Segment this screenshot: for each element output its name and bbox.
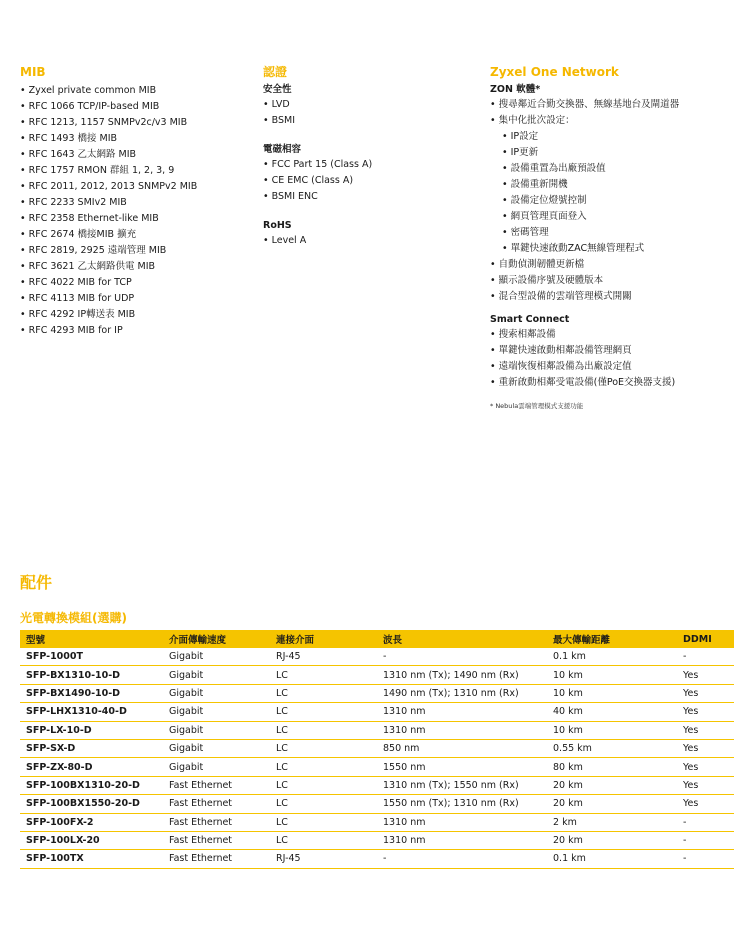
cell-speed: Fast Ethernet — [163, 813, 270, 831]
mib-title: MIB — [20, 65, 46, 79]
cell-distance: 80 km — [547, 758, 677, 776]
list-item: • 單鍵快速啟動相鄰設備管理網頁 — [490, 343, 740, 359]
list-item: • RFC 4022 MIB for TCP — [20, 275, 250, 291]
cell-wavelength: 1310 nm (Tx); 1490 nm (Rx) — [377, 666, 547, 684]
emc-label: 電磁相容 — [263, 144, 302, 155]
cell-connector: LC — [270, 813, 377, 831]
cell-connector: LC — [270, 776, 377, 794]
cell-model: SFP-100BX1550-20-D — [20, 795, 163, 813]
cell-model: SFP-SX-D — [20, 739, 163, 757]
cell-speed: Gigabit — [163, 721, 270, 739]
cell-ddmi: Yes — [677, 739, 734, 757]
cell-wavelength: 1310 nm — [377, 721, 547, 739]
cell-wavelength: 1310 nm — [377, 703, 547, 721]
cell-speed: Fast Ethernet — [163, 850, 270, 868]
sfp-module-table — [20, 630, 734, 869]
header-ddmi: DDMI — [683, 633, 712, 645]
list-item: • 集中化批次設定： — [490, 113, 740, 129]
list-item: • RFC 3621 乙太網路供電 MIB — [20, 259, 250, 275]
cell-ddmi: Yes — [677, 758, 734, 776]
safety-list — [263, 97, 478, 129]
cell-distance: 10 km — [547, 684, 677, 702]
cell-speed: Gigabit — [163, 648, 270, 666]
list-item: • RFC 4293 MIB for IP — [20, 323, 250, 339]
cell-distance: 20 km — [547, 795, 677, 813]
table-row — [20, 648, 734, 666]
cell-wavelength: 1310 nm (Tx); 1550 nm (Rx) — [377, 776, 547, 794]
cell-connector: RJ-45 — [270, 648, 377, 666]
zon-software-label: ZON 軟體* — [490, 84, 541, 95]
cell-speed: Gigabit — [163, 758, 270, 776]
cell-connector: LC — [270, 739, 377, 757]
cell-distance: 0.55 km — [547, 739, 677, 757]
table-header-row — [20, 630, 734, 648]
header-connector: 連接介面 — [276, 635, 315, 646]
emc-list — [263, 157, 478, 205]
cell-ddmi: Yes — [677, 703, 734, 721]
list-item: • 顯示設備序號及硬體版本 — [490, 273, 740, 289]
cell-ddmi: - — [677, 831, 734, 849]
cell-connector: LC — [270, 831, 377, 849]
list-item: • BSMI ENC — [263, 189, 478, 205]
cert-title: 認證 — [263, 65, 288, 79]
cell-speed: Fast Ethernet — [163, 831, 270, 849]
list-item: • 搜尋鄰近合勤交換器、無線基地台及閘道器 — [490, 97, 740, 113]
cell-distance: 20 km — [547, 776, 677, 794]
table-row — [20, 776, 734, 794]
cell-speed: Gigabit — [163, 703, 270, 721]
cell-model: SFP-LHX1310-40-D — [20, 703, 163, 721]
list-item: • FCC Part 15 (Class A) — [263, 157, 478, 173]
cell-model: SFP-100LX-20 — [20, 831, 163, 849]
cell-ddmi: - — [677, 813, 734, 831]
zon-section — [490, 64, 740, 410]
table-row — [20, 813, 734, 831]
cell-model: SFP-LX-10-D — [20, 721, 163, 739]
list-item: • Level A — [263, 233, 478, 249]
cell-ddmi: Yes — [677, 666, 734, 684]
list-item: • 混合型設備的雲端管理模式開關 — [490, 289, 740, 305]
list-item: • 網頁管理頁面登入 — [490, 209, 740, 225]
list-item: • 自動偵測韌體更新檔 — [490, 257, 740, 273]
cell-distance: 40 km — [547, 703, 677, 721]
header-speed: 介面傳輸速度 — [169, 635, 227, 646]
cell-wavelength: 1310 nm — [377, 831, 547, 849]
cell-speed: Gigabit — [163, 666, 270, 684]
list-item: • 重新啟動相鄰受電設備(僅PoE交換器支援) — [490, 375, 740, 391]
cell-ddmi: Yes — [677, 721, 734, 739]
list-item: • RFC 4113 MIB for UDP — [20, 291, 250, 307]
table-row — [20, 684, 734, 702]
list-item: • RFC 4292 IP轉送表 MIB — [20, 307, 250, 323]
list-item: • IP設定 — [490, 129, 740, 145]
table-row — [20, 831, 734, 849]
list-item: • 單鍵快速啟動ZAC無線管理程式 — [490, 241, 740, 257]
cell-speed: Fast Ethernet — [163, 776, 270, 794]
rohs-list — [263, 233, 478, 249]
list-item: • RFC 1066 TCP/IP-based MIB — [20, 99, 250, 115]
list-item: • CE EMC (Class A) — [263, 173, 478, 189]
smart-connect-list — [490, 327, 740, 391]
zon-list-b — [490, 257, 740, 305]
cell-wavelength: - — [377, 648, 547, 666]
header-model: 型號 — [26, 635, 46, 646]
list-item: • RFC 2819, 2925 遠端管理 MIB — [20, 243, 250, 259]
list-item: • 密碼管理 — [490, 225, 740, 241]
cell-connector: LC — [270, 721, 377, 739]
smart-connect-label: Smart Connect — [490, 314, 570, 325]
list-item: • 遠端恢復相鄰設備為出廠設定值 — [490, 359, 740, 375]
nebula-footnote: * Nebula雲端管理模式支援功能 — [490, 402, 584, 410]
cell-connector: LC — [270, 795, 377, 813]
list-item: • Zyxel private common MIB — [20, 83, 250, 99]
rohs-label: RoHS — [263, 220, 292, 231]
cell-speed: Gigabit — [163, 684, 270, 702]
cell-model: SFP-100TX — [20, 850, 163, 868]
list-item: • 設備重置為出廠預設值 — [490, 161, 740, 177]
list-item: • BSMI — [263, 113, 478, 129]
table-row — [20, 850, 734, 868]
list-item: • 設備重新開機 — [490, 177, 740, 193]
cell-ddmi: - — [677, 648, 734, 666]
table-row — [20, 666, 734, 684]
cell-wavelength: 850 nm — [377, 739, 547, 757]
accessories-title: 配件 — [20, 573, 53, 592]
cell-model: SFP-ZX-80-D — [20, 758, 163, 776]
cell-model: SFP-100FX-2 — [20, 813, 163, 831]
list-item: • RFC 1757 RMON 群組 1, 2, 3, 9 — [20, 163, 250, 179]
cell-connector: LC — [270, 758, 377, 776]
cell-distance: 10 km — [547, 721, 677, 739]
cell-wavelength: 1490 nm (Tx); 1310 nm (Rx) — [377, 684, 547, 702]
cell-connector: LC — [270, 666, 377, 684]
cell-connector: LC — [270, 684, 377, 702]
cell-connector: RJ-45 — [270, 850, 377, 868]
mib-list — [20, 83, 250, 339]
cell-model: SFP-BX1490-10-D — [20, 684, 163, 702]
list-item: • RFC 2674 橋接MIB 擴充 — [20, 227, 250, 243]
cell-ddmi: Yes — [677, 776, 734, 794]
table-row — [20, 758, 734, 776]
list-item: • RFC 1643 乙太網路 MIB — [20, 147, 250, 163]
cell-wavelength: 1550 nm (Tx); 1310 nm (Rx) — [377, 795, 547, 813]
cell-wavelength: - — [377, 850, 547, 868]
cert-section — [263, 64, 478, 249]
list-item: • RFC 2233 SMIv2 MIB — [20, 195, 250, 211]
zon-list-a — [490, 97, 740, 129]
list-item: • LVD — [263, 97, 478, 113]
cell-model: SFP-BX1310-10-D — [20, 666, 163, 684]
cell-distance: 0.1 km — [547, 850, 677, 868]
cell-ddmi: Yes — [677, 684, 734, 702]
cell-distance: 2 km — [547, 813, 677, 831]
sfp-table-title: 光電轉換模組(選購) — [20, 611, 127, 625]
list-item: • RFC 1493 橋接 MIB — [20, 131, 250, 147]
cell-speed: Fast Ethernet — [163, 795, 270, 813]
safety-label: 安全性 — [263, 84, 292, 95]
list-item: • 設備定位燈號控制 — [490, 193, 740, 209]
list-item: • RFC 2358 Ethernet-like MIB — [20, 211, 250, 227]
cell-speed: Gigabit — [163, 739, 270, 757]
header-wavelength: 波長 — [383, 635, 403, 646]
cell-wavelength: 1550 nm — [377, 758, 547, 776]
table-row — [20, 739, 734, 757]
cell-ddmi: - — [677, 850, 734, 868]
cell-model: SFP-1000T — [20, 648, 163, 666]
cell-distance: 10 km — [547, 666, 677, 684]
mib-section — [20, 64, 250, 339]
list-item: • RFC 2011, 2012, 2013 SNMPv2 MIB — [20, 179, 250, 195]
cell-connector: LC — [270, 703, 377, 721]
zon-title: Zyxel One Network — [490, 65, 619, 79]
list-item: • 搜索相鄰設備 — [490, 327, 740, 343]
table-row — [20, 721, 734, 739]
header-max-distance: 最大傳輸距離 — [553, 635, 611, 646]
cell-distance: 0.1 km — [547, 648, 677, 666]
cell-distance: 20 km — [547, 831, 677, 849]
list-item: • IP更新 — [490, 145, 740, 161]
zon-nested-list — [490, 129, 740, 257]
cell-ddmi: Yes — [677, 795, 734, 813]
cell-wavelength: 1310 nm — [377, 813, 547, 831]
table-row — [20, 703, 734, 721]
cell-model: SFP-100BX1310-20-D — [20, 776, 163, 794]
table-row — [20, 795, 734, 813]
list-item: • RFC 1213, 1157 SNMPv2c/v3 MIB — [20, 115, 250, 131]
